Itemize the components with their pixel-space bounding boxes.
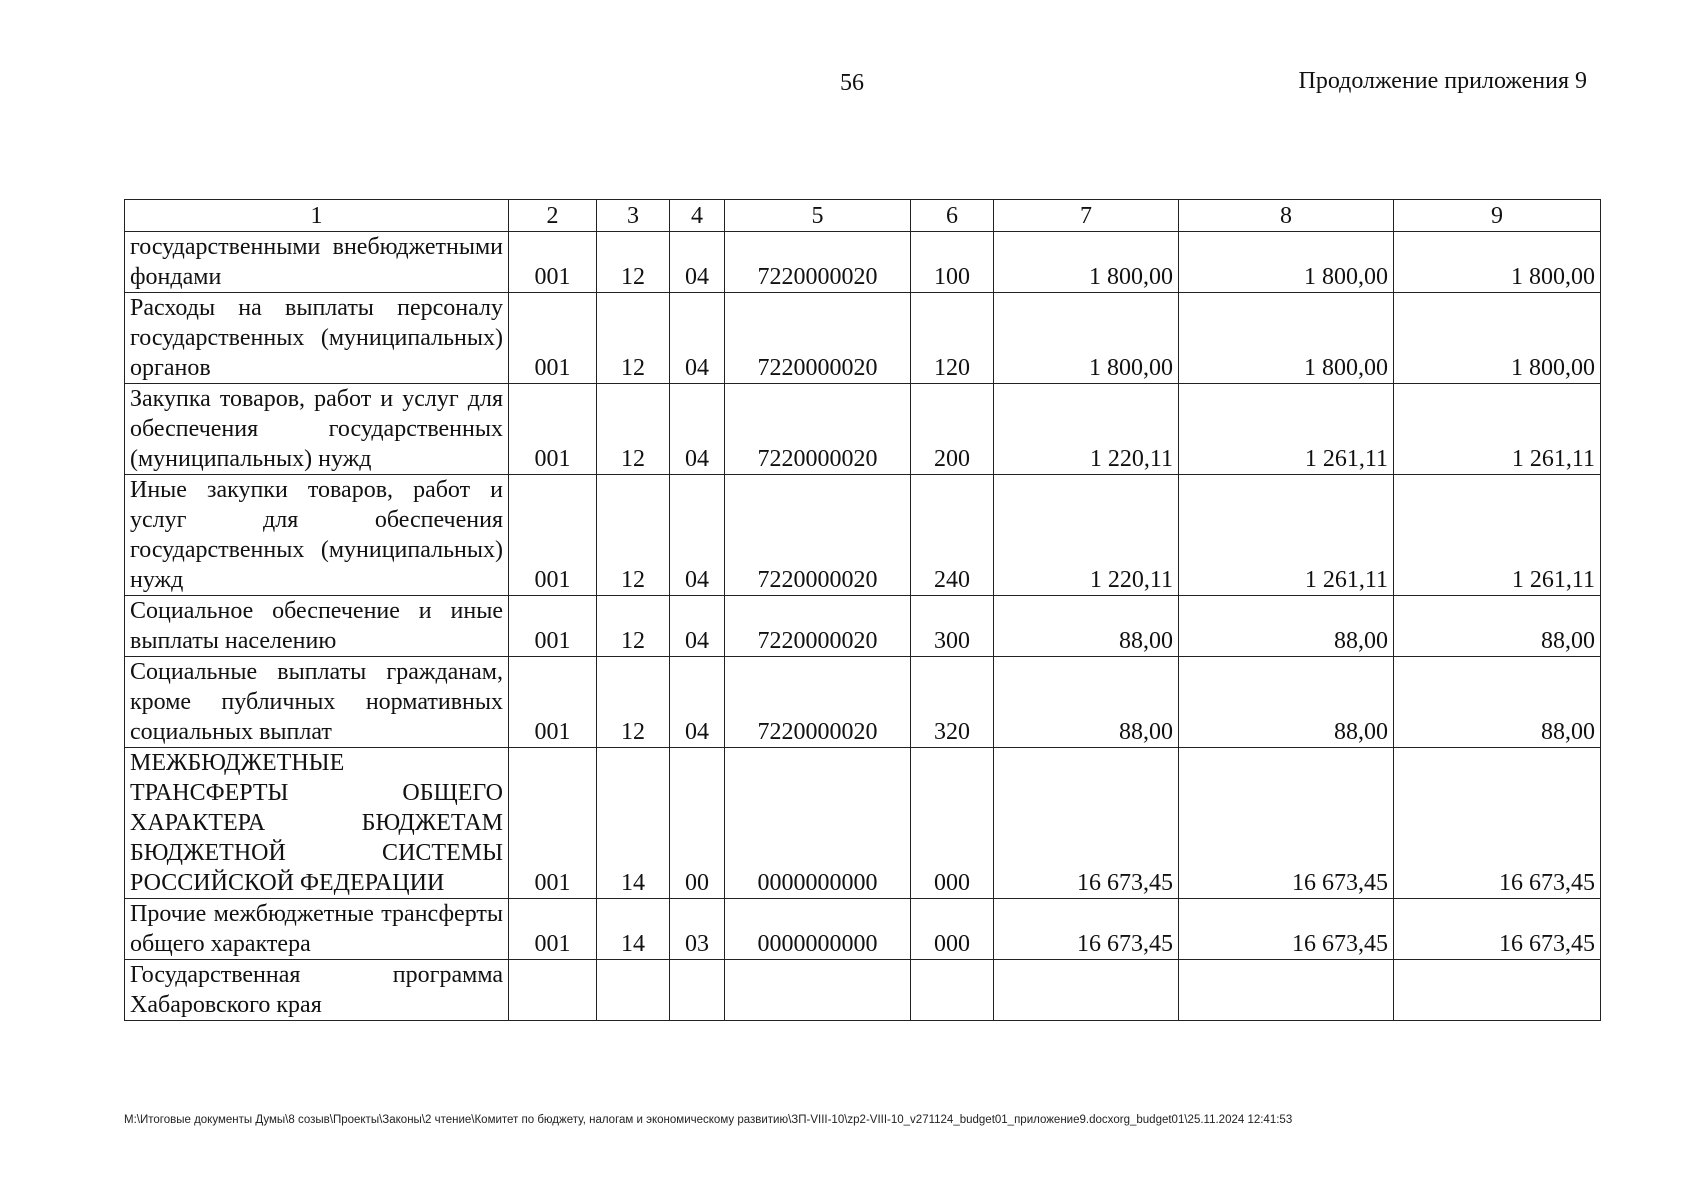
- amount-3: 88,00: [1394, 657, 1601, 748]
- code-csr: 7220000020: [725, 596, 911, 657]
- amount-2: [1179, 960, 1394, 1021]
- code-csr: 7220000020: [725, 475, 911, 596]
- amount-3: 1 800,00: [1394, 232, 1601, 293]
- code-vr: 200: [911, 384, 994, 475]
- code-gr: 001: [509, 232, 597, 293]
- table-row: [125, 596, 1601, 657]
- amount-1: 88,00: [994, 657, 1179, 748]
- amount-2: 88,00: [1179, 596, 1394, 657]
- table-row: [125, 657, 1601, 748]
- table-row: [125, 293, 1601, 384]
- code-gr: 001: [509, 657, 597, 748]
- amount-1: 88,00: [994, 596, 1179, 657]
- amount-1: 1 800,00: [994, 232, 1179, 293]
- amount-2: 16 673,45: [1179, 899, 1394, 960]
- amount-3: 16 673,45: [1394, 748, 1601, 899]
- col-header-7: 7: [994, 200, 1179, 232]
- table-row: [125, 899, 1601, 960]
- amount-3: 16 673,45: [1394, 899, 1601, 960]
- col-header-2: 2: [509, 200, 597, 232]
- code-gr: 001: [509, 899, 597, 960]
- continuation-label: Продолжение приложения 9: [1298, 68, 1587, 94]
- table-header-row: [125, 200, 1601, 232]
- table-row: [125, 384, 1601, 475]
- col-header-8: 8: [1179, 200, 1394, 232]
- row-name: государственными внебюджетными фондами: [125, 232, 509, 293]
- code-gr: 001: [509, 748, 597, 899]
- code-pr: 04: [670, 657, 725, 748]
- amount-1: [994, 960, 1179, 1021]
- row-name: Социальные выплаты гражданам, кроме публичных нормативных социальных выплат: [125, 657, 509, 748]
- code-csr: 7220000020: [725, 657, 911, 748]
- amount-1: 1 220,11: [994, 384, 1179, 475]
- code-gr: [509, 960, 597, 1021]
- code-csr: 7220000020: [725, 293, 911, 384]
- code-rz: 14: [597, 748, 670, 899]
- amount-1: 16 673,45: [994, 899, 1179, 960]
- row-name: Иные закупки товаров, работ и услуг для обеспечения государственных (муниципальных) нужд: [125, 475, 509, 596]
- amount-2: 1 800,00: [1179, 232, 1394, 293]
- code-vr: [911, 960, 994, 1021]
- code-csr: 0000000000: [725, 748, 911, 899]
- code-gr: 001: [509, 475, 597, 596]
- col-header-9: 9: [1394, 200, 1601, 232]
- code-vr: 100: [911, 232, 994, 293]
- code-rz: 14: [597, 899, 670, 960]
- code-pr: 04: [670, 384, 725, 475]
- col-header-3: 3: [597, 200, 670, 232]
- amount-2: 1 800,00: [1179, 293, 1394, 384]
- code-rz: 12: [597, 384, 670, 475]
- code-gr: 001: [509, 596, 597, 657]
- code-vr: 000: [911, 899, 994, 960]
- col-header-1: 1: [125, 200, 509, 232]
- code-vr: 120: [911, 293, 994, 384]
- file-path-footer: M:\Итоговые документы Думы\8 созыв\Проекты\Законы\2 чтение\Комитет по бюджету, налогам и экономическому развитию\ЗП-VIII-10\zp2-VIII-10_v271124_budget01_приложение9.docxorg_budget01\25.11.2024 12:41:53: [124, 1114, 1293, 1126]
- amount-1: 1 220,11: [994, 475, 1179, 596]
- code-rz: 12: [597, 657, 670, 748]
- code-gr: 001: [509, 384, 597, 475]
- code-vr: 320: [911, 657, 994, 748]
- code-pr: 03: [670, 899, 725, 960]
- row-name: Социальное обеспечение и иные выплаты населению: [125, 596, 509, 657]
- amount-2: 1 261,11: [1179, 384, 1394, 475]
- code-vr: 000: [911, 748, 994, 899]
- amount-3: 88,00: [1394, 596, 1601, 657]
- code-csr: 7220000020: [725, 384, 911, 475]
- code-pr: 04: [670, 293, 725, 384]
- table-row: [125, 232, 1601, 293]
- code-rz: [597, 960, 670, 1021]
- amount-3: 1 261,11: [1394, 475, 1601, 596]
- code-rz: 12: [597, 596, 670, 657]
- amount-1: 1 800,00: [994, 293, 1179, 384]
- code-rz: 12: [597, 293, 670, 384]
- amount-3: [1394, 960, 1601, 1021]
- table-row: [125, 960, 1601, 1021]
- col-header-6: 6: [911, 200, 994, 232]
- code-pr: 00: [670, 748, 725, 899]
- code-csr: [725, 960, 911, 1021]
- code-pr: 04: [670, 475, 725, 596]
- amount-2: 88,00: [1179, 657, 1394, 748]
- amount-1: 16 673,45: [994, 748, 1179, 899]
- budget-table: [124, 199, 1601, 1021]
- code-pr: 04: [670, 232, 725, 293]
- row-name: Государственная программа Хабаровского края: [125, 960, 509, 1021]
- table-row: [125, 475, 1601, 596]
- page-number: 56: [840, 70, 864, 96]
- code-rz: 12: [597, 232, 670, 293]
- code-csr: 0000000000: [725, 899, 911, 960]
- col-header-4: 4: [670, 200, 725, 232]
- code-pr: [670, 960, 725, 1021]
- row-name: Расходы на выплаты персоналу государственных (муниципальных) органов: [125, 293, 509, 384]
- row-name: Закупка товаров, работ и услуг для обеспечения государственных (муниципальных) нужд: [125, 384, 509, 475]
- table-row: [125, 748, 1601, 899]
- code-pr: 04: [670, 596, 725, 657]
- amount-3: 1 800,00: [1394, 293, 1601, 384]
- amount-2: 16 673,45: [1179, 748, 1394, 899]
- amount-3: 1 261,11: [1394, 384, 1601, 475]
- code-gr: 001: [509, 293, 597, 384]
- row-name: МЕЖБЮДЖЕТНЫЕ ТРАНСФЕРТЫ ОБЩЕГО ХАРАКТЕРА БЮДЖЕТАМ БЮДЖЕТНОЙ СИСТЕМЫ РОССИЙСКОЙ ФЕДЕРАЦИИ: [125, 748, 509, 899]
- col-header-5: 5: [725, 200, 911, 232]
- code-vr: 300: [911, 596, 994, 657]
- code-csr: 7220000020: [725, 232, 911, 293]
- row-name: Прочие межбюджетные трансферты общего характера: [125, 899, 509, 960]
- amount-2: 1 261,11: [1179, 475, 1394, 596]
- code-rz: 12: [597, 475, 670, 596]
- code-vr: 240: [911, 475, 994, 596]
